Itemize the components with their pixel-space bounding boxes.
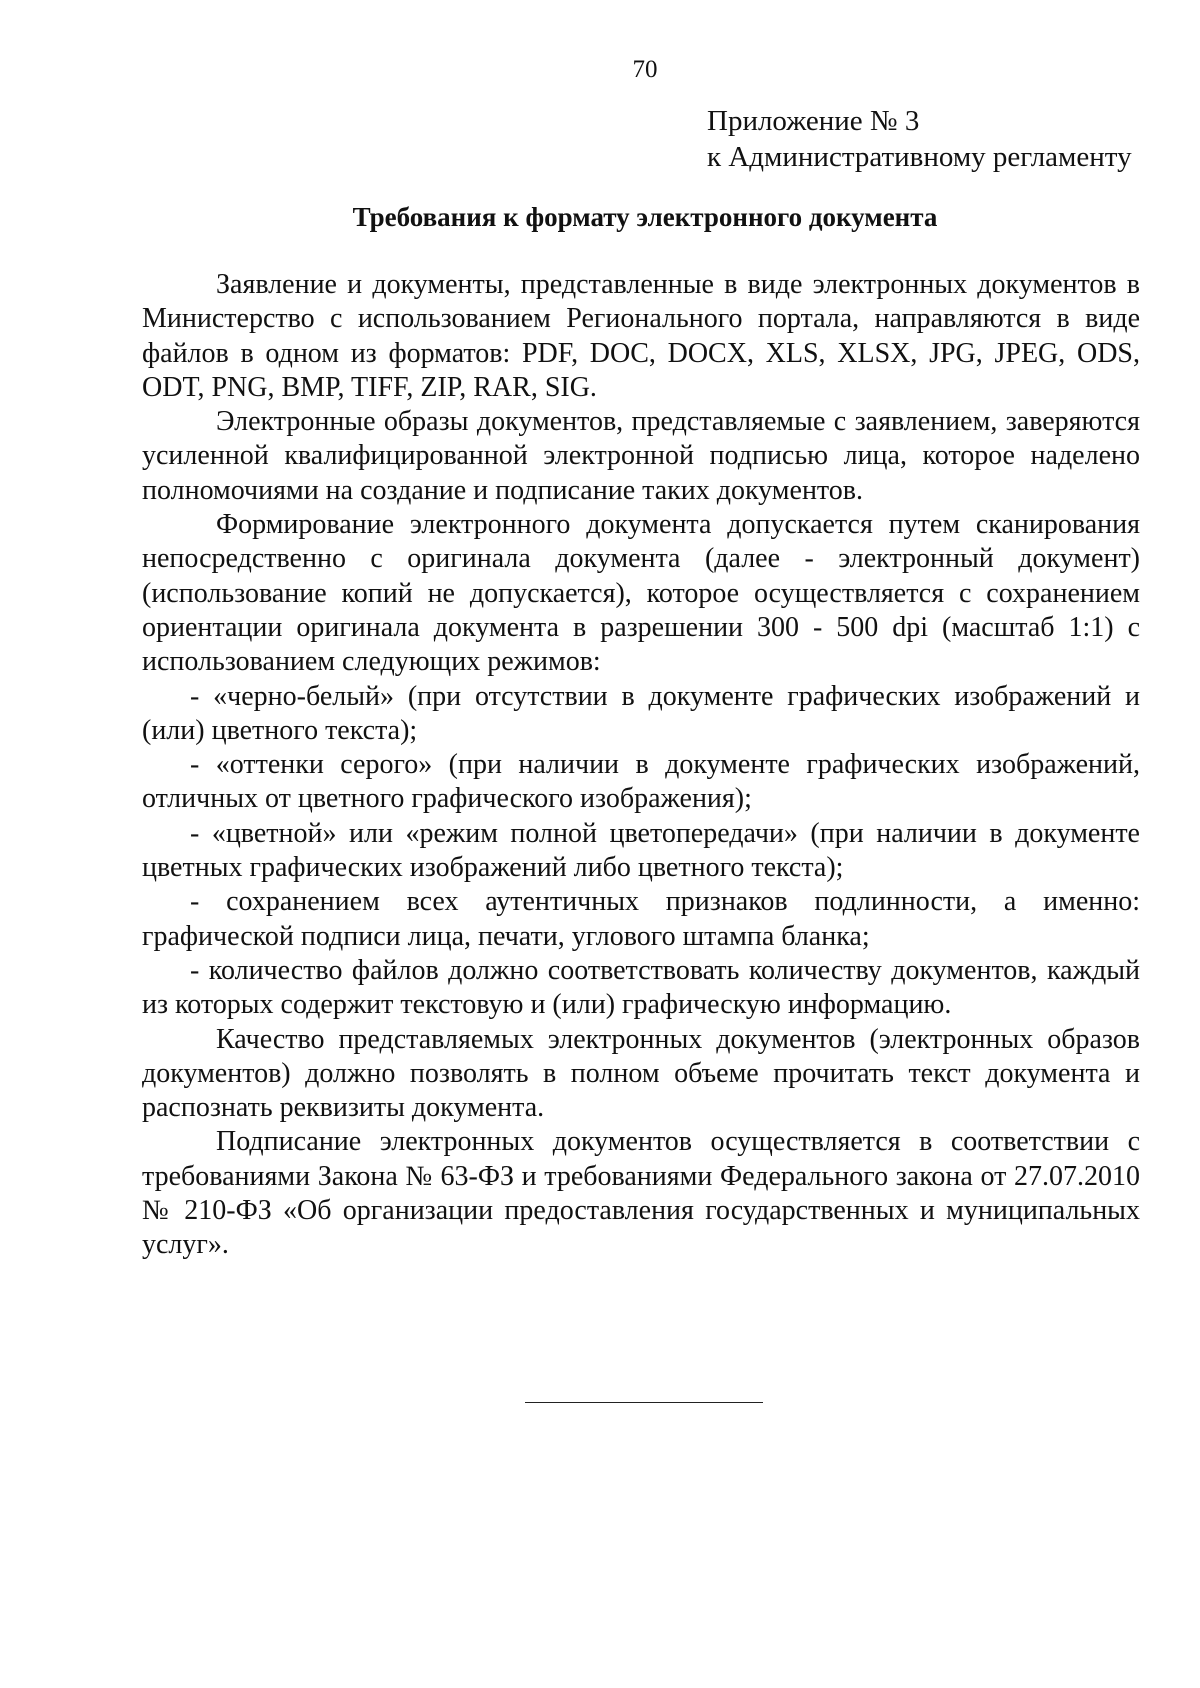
list-item-black-white: - «черно-белый» (при отсутствии в документе графических изображений и (или) цветного текста); [142, 680, 1140, 746]
appendix-header [707, 103, 1132, 175]
paragraph-scanning: Формирование электронного документа допускается путем сканирования непосредственно с оригинала документа (далее - электронный документ) (использование копий не допускается), которое осуществляется с сохранением ориентации оригинала документа в разрешении 300 - 500 dpi (масштаб 1:1) с использованием следующих режимов: [142, 509, 1140, 678]
appendix-reference: к Административному регламенту [707, 141, 1132, 173]
paragraph-file-formats: Заявление и документы, представленные в виде электронных документов в Министерство с использованием Регионального портала, направляются в виде файлов в одном из форматов: PDF, DOC, DOCX, XLS, XLSX, JPG, JPEG, ODS, ODT, PNG, BMP, TIFF, ZIP, RAR, SIG. [142, 269, 1140, 403]
paragraph-signing-law: Подписание электронных документов осуществляется в соответствии с требованиями Закона № 63-ФЗ и требованиями Федерального закона от 27.07.2010 № 210-ФЗ «Об организации предоставления государственных и муниципальных услуг». [142, 1126, 1140, 1261]
list-item-color: - «цветной» или «режим полной цветопередачи» (при наличии в документе цветных графических изображений либо цветного текста); [142, 817, 1140, 884]
page-number: 70 [632, 56, 658, 83]
end-separator-line [525, 1402, 763, 1403]
document-title: Требования к формату электронного документа [352, 202, 938, 232]
paragraph-signature: Электронные образы документов, представляемые с заявлением, заверяются усиленной квалифицированной электронной подписью лица, которое наделено полномочиями на создание и подписание таких документов. [142, 406, 1140, 506]
list-item-file-count: - количество файлов должно соответствовать количеству документов, каждый из которых содержит текстовую и (или) графическую информацию. [142, 954, 1140, 1021]
paragraph-quality: Качество представляемых электронных документов (электронных образов документов) должно позволять в полном объеме прочитать текст документа и распознать реквизиты документа. [142, 1023, 1140, 1124]
appendix-label: Приложение № 3 [707, 105, 920, 137]
document-body [142, 268, 1140, 1263]
list-item-authenticity: - сохранением всех аутентичных признаков подлинности, а именно: графической подписи лица, печати, углового штампа бланка; [142, 886, 1140, 952]
list-item-grayscale: - «оттенки серого» (при наличии в документе графических изображений, отличных от цветного графического изображения); [142, 749, 1140, 815]
